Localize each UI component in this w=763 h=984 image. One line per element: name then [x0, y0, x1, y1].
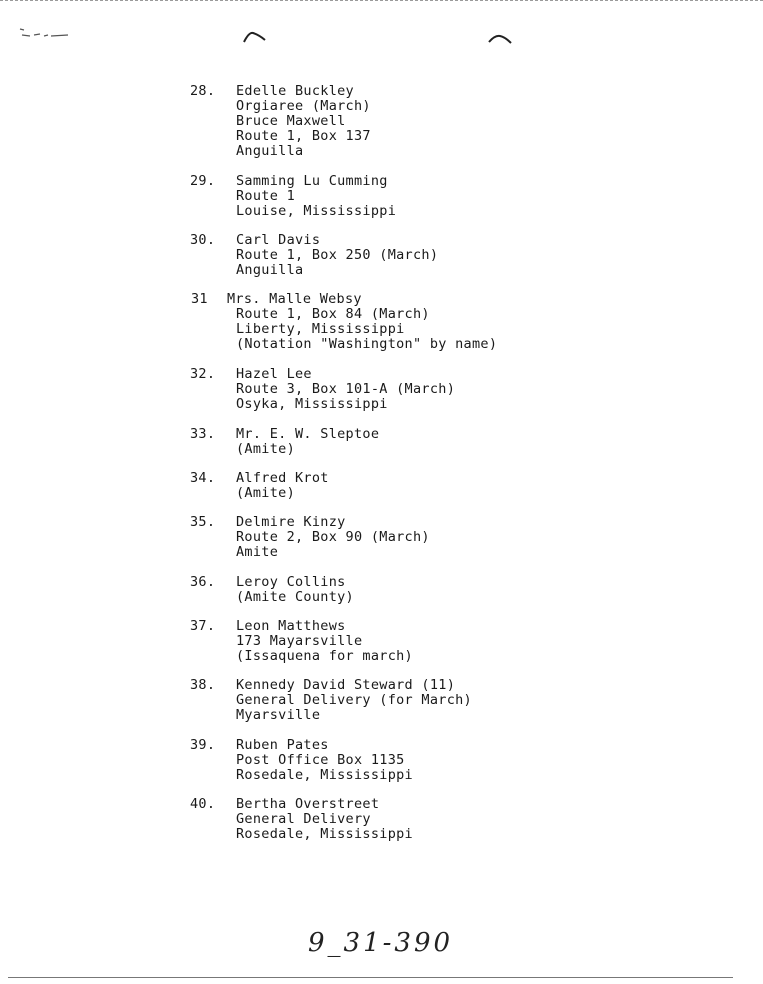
- entry-line: Delmire Kinzy: [236, 514, 346, 530]
- entry-number: 35.: [190, 514, 216, 530]
- entry-line: Route 1, Box 84 (March): [236, 306, 430, 322]
- entry-line: Rosedale, Mississippi: [236, 767, 413, 783]
- entry-line: Anguilla: [236, 262, 304, 278]
- entry-line: Bruce Maxwell: [236, 113, 346, 129]
- entry-line: Leroy Collins: [236, 574, 346, 590]
- entry-line: Route 3, Box 101-A (March): [236, 381, 456, 397]
- entry-number: 30.: [190, 232, 216, 248]
- entry-number: 32.: [190, 366, 216, 382]
- entry-line: General Delivery: [236, 811, 371, 827]
- entry-number: 36.: [190, 574, 216, 590]
- entry-line: Myarsville: [236, 707, 321, 723]
- entry-line: (Amite): [236, 441, 295, 457]
- entry-line: Carl Davis: [236, 232, 321, 248]
- entry-line: Leon Matthews: [236, 618, 346, 634]
- entry-number: 38.: [190, 677, 216, 693]
- entry-line: Kennedy David Steward (11): [236, 677, 456, 693]
- entry-line: Mr. E. W. Sleptoe: [236, 426, 380, 442]
- entry-number: 39.: [190, 737, 216, 753]
- entry-line: Hazel Lee: [236, 366, 312, 382]
- entry-line: Samming Lu Cumming: [236, 173, 388, 189]
- entry-line: Route 1: [236, 188, 295, 204]
- entry-line: Amite: [236, 544, 279, 560]
- corner-scribble: [18, 26, 70, 40]
- entry-number: 37.: [190, 618, 216, 634]
- entry-line: (Amite County): [236, 589, 354, 605]
- entry-number: 40.: [190, 796, 216, 812]
- hole-punch-caret-right: [488, 33, 512, 47]
- entry-line: Post Office Box 1135: [236, 752, 405, 768]
- entry-line: Ruben Pates: [236, 737, 329, 753]
- entry-line: Orgiaree (March): [236, 98, 371, 114]
- entry-line: Rosedale, Mississippi: [236, 826, 413, 842]
- entry-line: General Delivery (for March): [236, 692, 472, 708]
- entry-number: 34.: [190, 470, 216, 486]
- entry-line: Osyka, Mississippi: [236, 396, 388, 412]
- entry-line: Route 1, Box 137: [236, 128, 371, 144]
- entry-line: Liberty, Mississippi: [236, 321, 405, 337]
- handwritten-file-number: 9_31-390: [308, 928, 454, 958]
- entry-number: 29.: [190, 173, 216, 189]
- entry-line: 173 Mayarsville: [236, 633, 363, 649]
- entry-line: Alfred Krot: [236, 470, 329, 486]
- entry-line: Mrs. Malle Websy: [227, 291, 362, 307]
- entry-line: (Issaquena for march): [236, 648, 413, 664]
- entry-line: Edelle Buckley: [236, 83, 354, 99]
- entry-line: Route 1, Box 250 (March): [236, 247, 439, 263]
- entry-number: 33.: [190, 426, 216, 442]
- entry-line: Route 2, Box 90 (March): [236, 529, 430, 545]
- top-perforation: [0, 0, 763, 3]
- entry-number: 28.: [190, 83, 216, 99]
- hole-punch-caret-left: [243, 30, 267, 44]
- entry-line: Bertha Overstreet: [236, 796, 380, 812]
- entry-line: (Notation "Washington" by name): [236, 336, 498, 352]
- entry-line: (Amite): [236, 485, 295, 501]
- entry-number: 31: [191, 291, 208, 307]
- entry-line: Anguilla: [236, 143, 304, 159]
- entry-line: Louise, Mississippi: [236, 203, 397, 219]
- bottom-edge-line: [8, 977, 733, 978]
